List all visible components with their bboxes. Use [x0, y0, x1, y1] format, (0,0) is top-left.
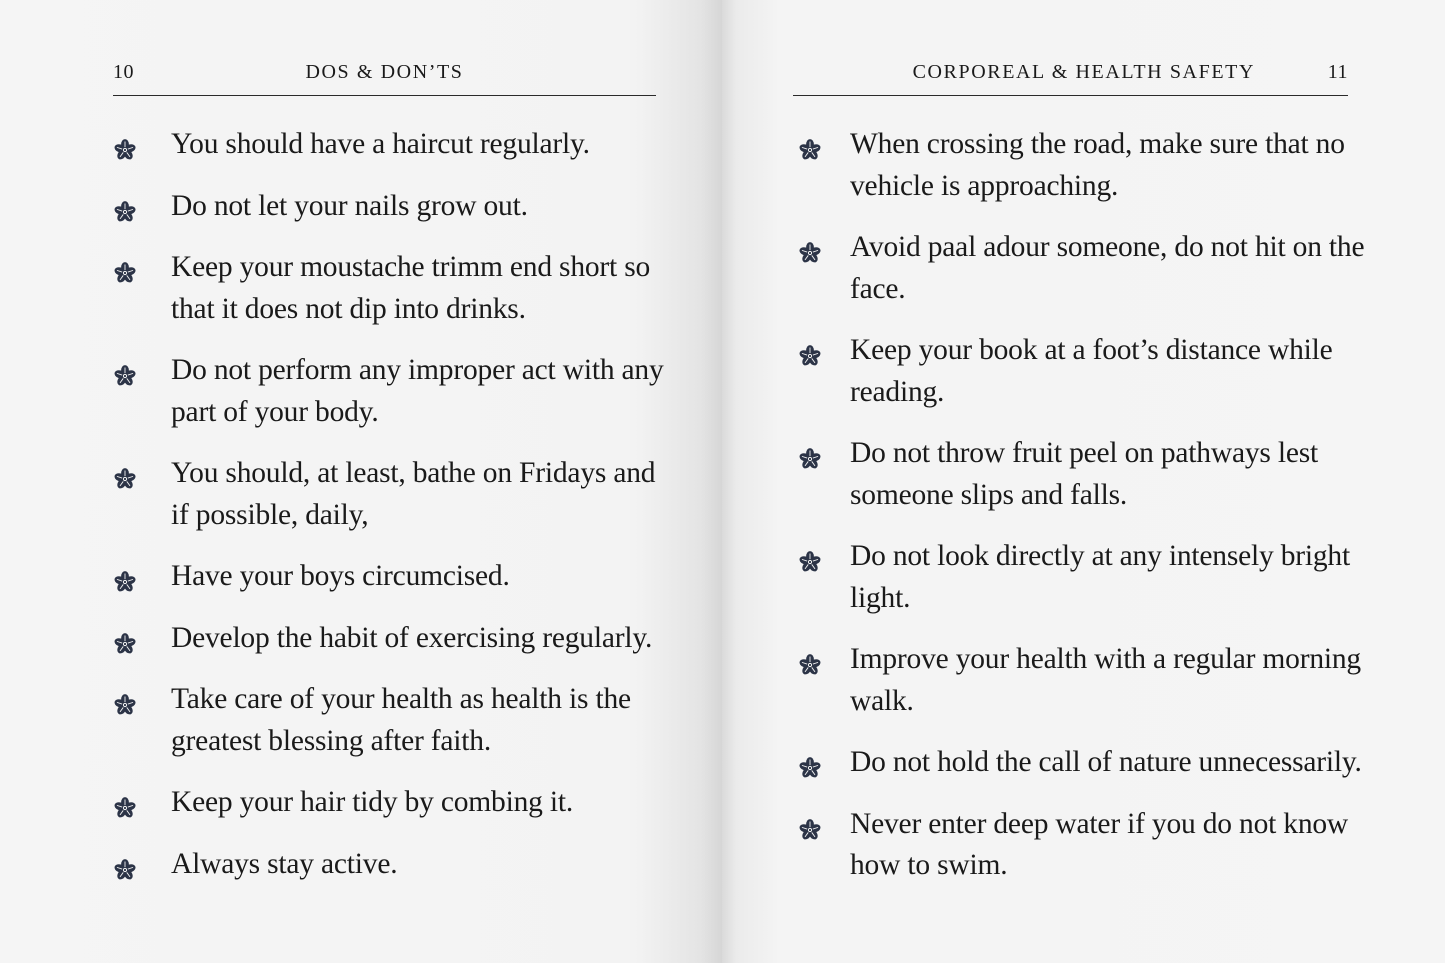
flower-icon [113, 462, 137, 486]
right-page-header [793, 58, 1348, 96]
list-item [798, 742, 1388, 784]
item-text: Develop the habit of exercising regularly. [171, 621, 653, 654]
item-text: Take care of your health as health is the greatest blessing after faith. [171, 683, 631, 757]
item-text: Keep your moustache trimm end short so that it does not dip into drinks. [171, 251, 651, 325]
flower-icon [798, 751, 822, 775]
list-item [113, 453, 673, 536]
flower-icon [113, 791, 137, 815]
list-item [798, 639, 1388, 722]
left-page [0, 0, 722, 963]
item-text: Improve your health with a regular morning walk. [850, 643, 1361, 717]
item-text: Do not look directly at any intensely bright light. [850, 540, 1350, 614]
item-text: Keep your hair tidy by combing it. [171, 786, 574, 818]
flower-icon [113, 565, 137, 589]
page-number: 10 [113, 61, 134, 83]
list-item [798, 330, 1388, 413]
flower-icon [798, 236, 822, 260]
flower-icon [798, 545, 822, 569]
right-item-list [798, 124, 1388, 907]
flower-icon [113, 133, 137, 157]
list-item [113, 350, 673, 433]
list-item [113, 679, 673, 762]
list-item [113, 844, 673, 886]
flower-icon [798, 133, 822, 157]
flower-icon [113, 853, 137, 877]
list-item [798, 124, 1388, 207]
flower-icon [113, 688, 137, 712]
item-text: You should, at least, bathe on Fridays and if possible, daily, [171, 457, 656, 531]
list-item [113, 556, 673, 598]
flower-icon [798, 813, 822, 837]
page-number: 11 [1327, 61, 1348, 83]
list-item [113, 782, 673, 824]
item-text: You should have a haircut regularly. [171, 128, 590, 160]
item-text: Have your boys circumcised. [171, 560, 510, 592]
flower-icon [798, 648, 822, 672]
list-item [113, 618, 673, 660]
item-text: Never enter deep water if you do not know how to swim. [850, 807, 1349, 881]
flower-icon [113, 256, 137, 280]
list-item [113, 124, 673, 166]
item-text: Avoid paal adour someone, do not hit on the face. [850, 231, 1365, 305]
running-title: DOS & DON’TS [305, 61, 464, 83]
item-text: Do not hold the call of nature unnecessarily. [850, 746, 1362, 778]
item-text: Always stay active. [171, 847, 398, 880]
list-item [113, 186, 673, 228]
list-item [798, 536, 1388, 619]
item-text: When crossing the road, make sure that no vehicle is approaching. [850, 128, 1345, 202]
list-item [798, 433, 1388, 516]
left-page-header [113, 58, 656, 96]
list-item [798, 804, 1388, 887]
flower-icon [798, 339, 822, 363]
list-item [113, 247, 673, 330]
flower-icon [113, 627, 137, 651]
flower-icon [798, 442, 822, 466]
right-page [722, 0, 1445, 963]
item-text: Do not throw fruit peel on pathways lest someone slips and falls. [850, 437, 1319, 511]
item-text: Do not perform any improper act with any part of your body. [171, 354, 664, 428]
item-text: Keep your book at a foot’s distance while reading. [850, 334, 1333, 408]
flower-icon [113, 359, 137, 383]
list-item [798, 227, 1388, 310]
flower-icon [113, 195, 137, 219]
left-item-list [113, 124, 673, 905]
item-text: Do not let your nails grow out. [171, 189, 528, 222]
running-title: CORPOREAL & HEALTH SAFETY [912, 61, 1255, 83]
